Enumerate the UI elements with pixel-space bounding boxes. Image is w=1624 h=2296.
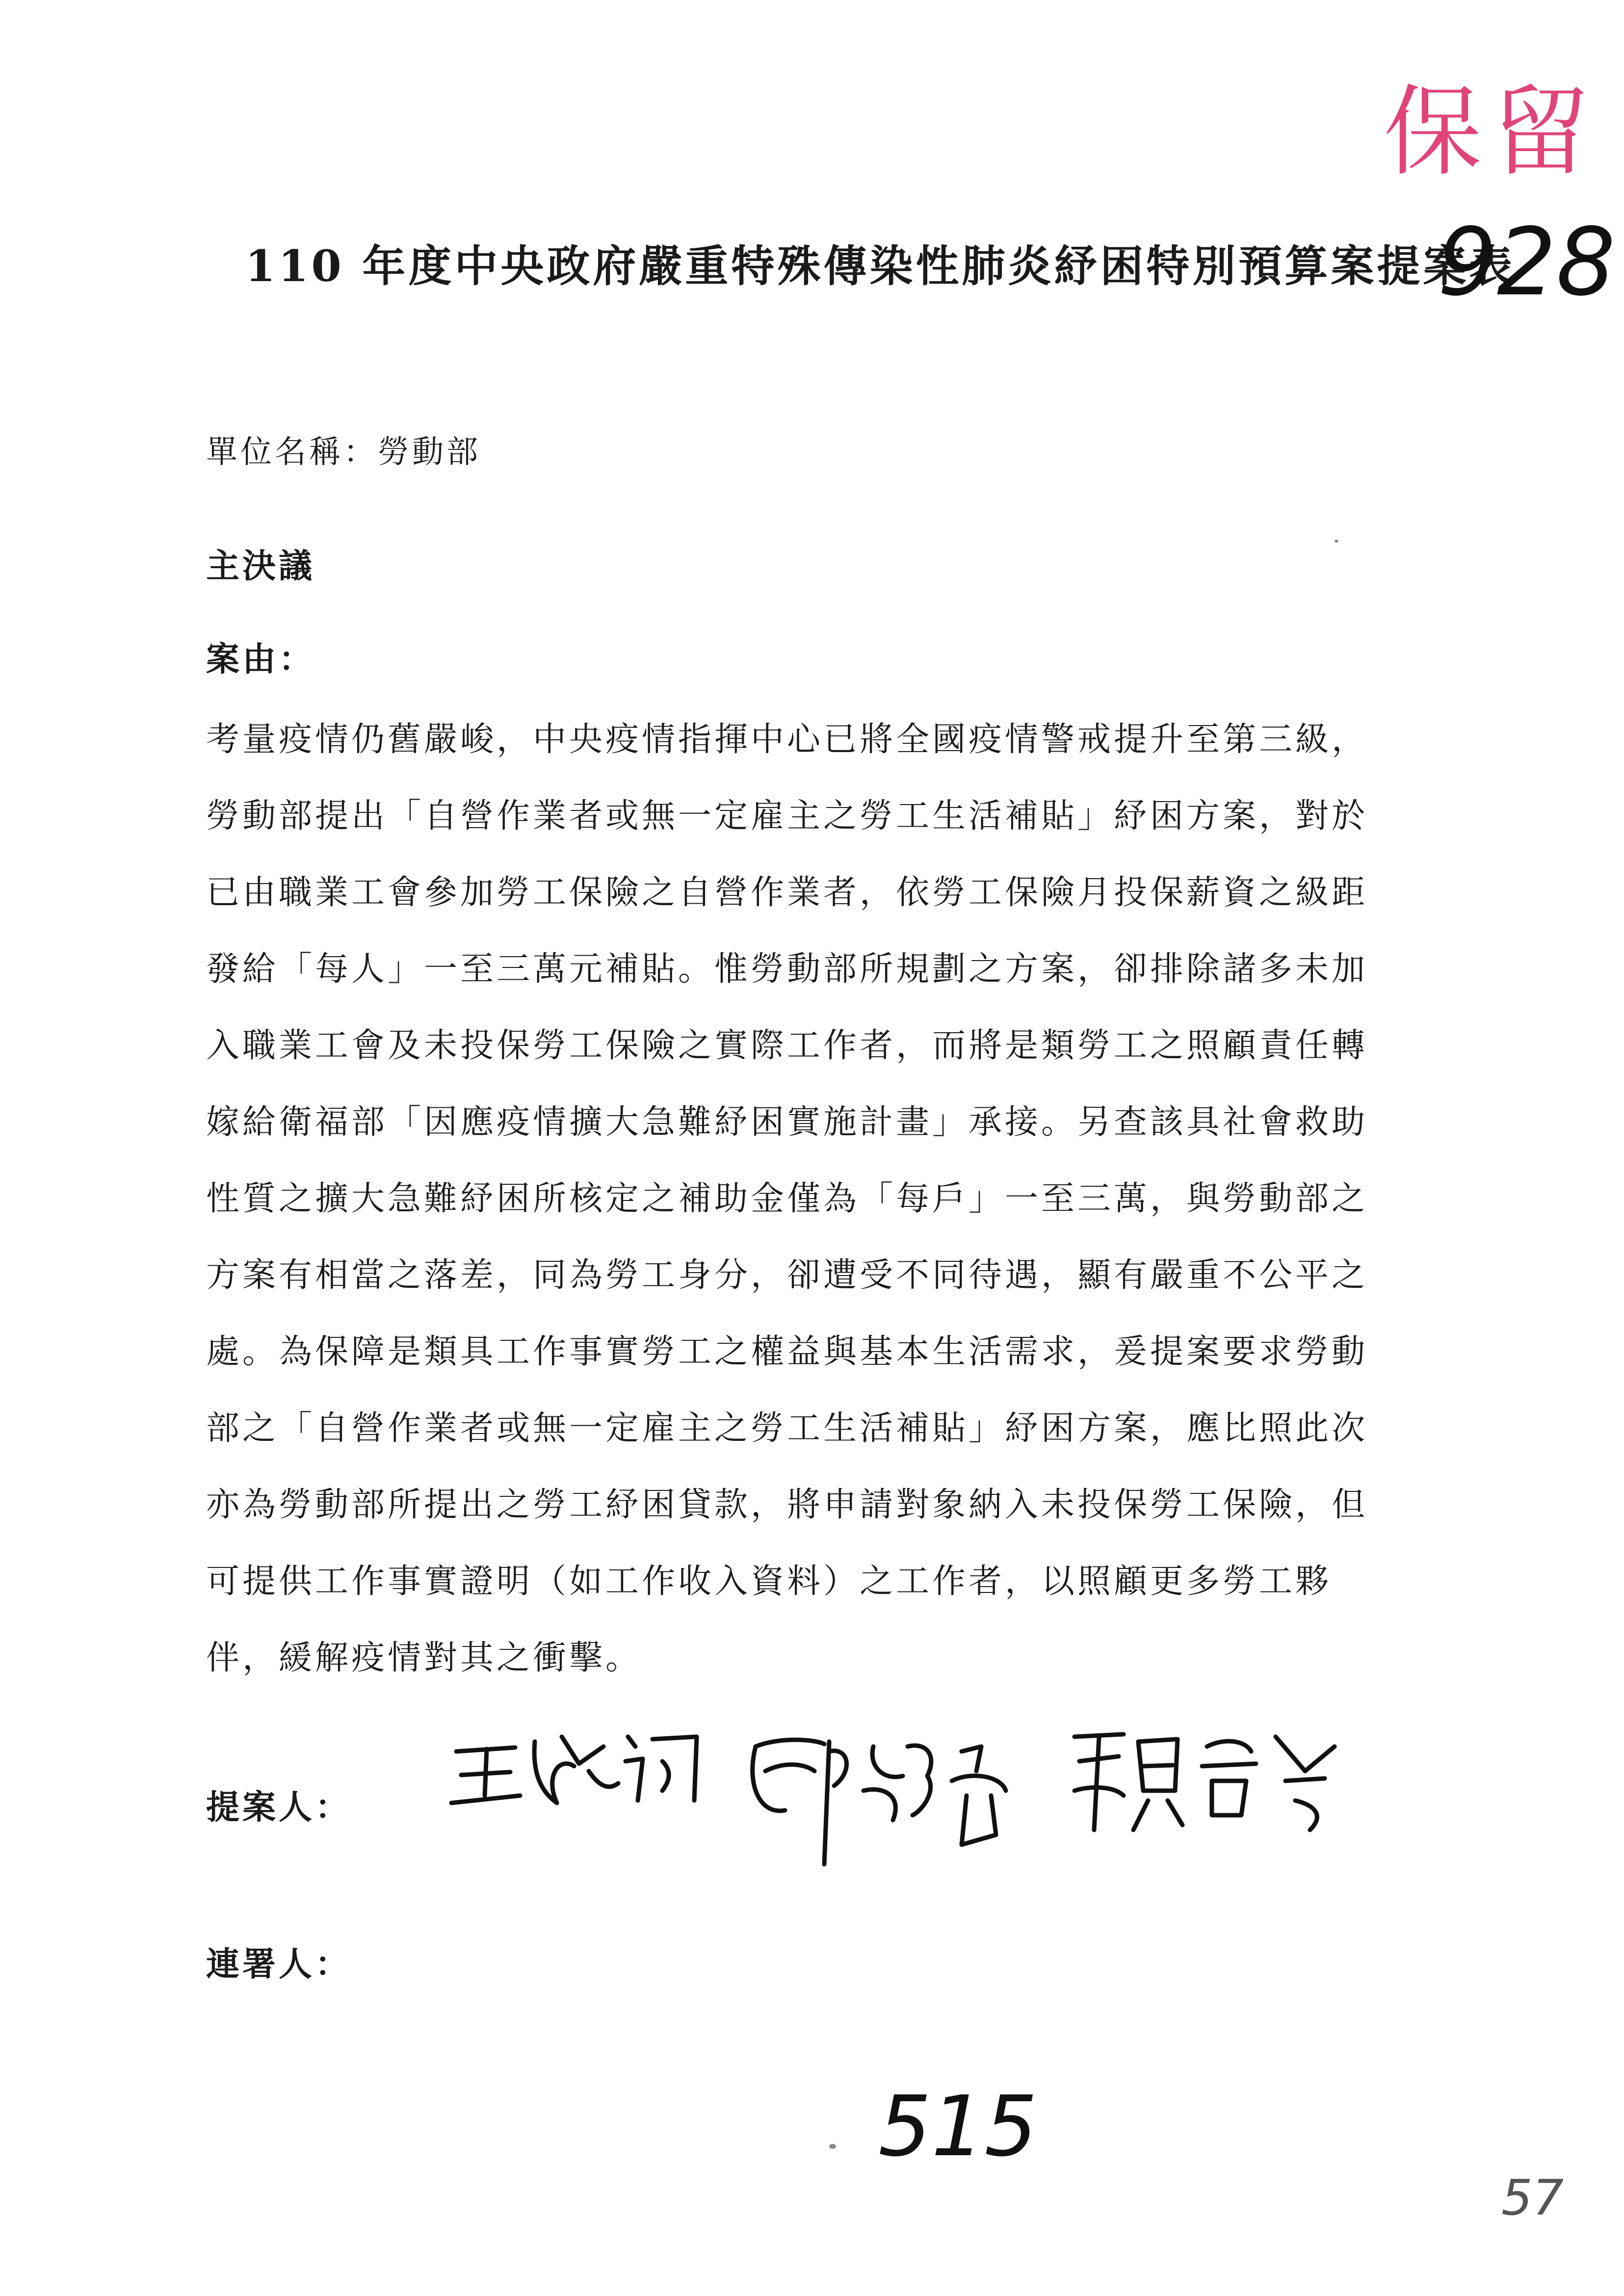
page-number: 57 xyxy=(1501,2169,1564,2226)
handwritten-reference-number: 928 xyxy=(1438,208,1616,316)
reserve-stamp: 保留 xyxy=(1384,75,1600,189)
reason-line: 勞動部提出「自營作業者或無一定雇主之勞工生活補貼」紓困方案，對於 xyxy=(206,797,1368,835)
unit-line xyxy=(206,427,481,472)
handwritten-signatures-drawing xyxy=(442,1717,1374,1879)
unit-label: 單位名稱： xyxy=(206,434,378,470)
reason-line: 性質之擴大急難紓困所核定之補助金僅為「每戶」一至三萬，與勞動部之 xyxy=(206,1179,1368,1218)
reason-line: 入職業工會及未投保勞工保險之實際工作者，而將是類勞工之照顧責任轉 xyxy=(206,1026,1368,1065)
reason-line: 可提供工作事實證明（如工作收入資料）之工作者，以照顧更多勞工夥 xyxy=(206,1562,1332,1601)
reason-heading: 案由： xyxy=(206,640,315,679)
reason-line: 考量疫情仍舊嚴峻，中央疫情指揮中心已將全國疫情警戒提升至第三級， xyxy=(206,720,1368,759)
reason-line: 亦為勞動部所提出之勞工紓困貸款，將申請對象納入未投保勞工保險，但 xyxy=(206,1486,1368,1524)
unit-value: 勞動部 xyxy=(378,434,481,470)
scan-speck xyxy=(829,2144,836,2149)
proposer-heading: 提案人： xyxy=(206,1788,352,1827)
signature-2 xyxy=(753,1740,1006,1864)
proposer-signatures xyxy=(442,1717,1374,1879)
reason-line: 伴，緩解疫情對其之衝擊。 xyxy=(206,1639,642,1677)
reason-line: 嫁給衛福部「因應疫情擴大急難紓困實施計畫」承接。另查該具社會救助 xyxy=(206,1103,1368,1142)
reason-line: 部之「自營作業者或無一定雇主之勞工生活補貼」紓困方案，應比照此次 xyxy=(206,1409,1368,1448)
reason-line: 方案有相當之落差，同為勞工身分，卻遭受不同待遇，顯有嚴重不公平之 xyxy=(206,1256,1368,1295)
handwritten-bottom-number: 515 xyxy=(878,2078,1038,2175)
reason-body xyxy=(206,702,1442,1696)
reason-line: 處。為保障是類具工作事實勞工之權益與基本生活需求，爰提案要求勞動 xyxy=(206,1332,1368,1371)
signature-1 xyxy=(451,1737,697,1803)
scan-speck xyxy=(1335,540,1338,543)
reason-line: 發給「每人」一至三萬元補貼。惟勞動部所規劃之方案，卻排除諸多未加 xyxy=(206,950,1368,989)
signature-3 xyxy=(1074,1734,1335,1830)
page-title: 110 年度中央政府嚴重特殊傳染性肺炎紓困特別預算案提案表 xyxy=(245,240,1516,291)
main-resolution-heading: 主決議 xyxy=(206,547,315,586)
cosigner-heading: 連署人： xyxy=(206,1945,352,1984)
reason-line: 已由職業工會參加勞工保險之自營作業者，依勞工保險月投保薪資之級距 xyxy=(206,873,1368,912)
